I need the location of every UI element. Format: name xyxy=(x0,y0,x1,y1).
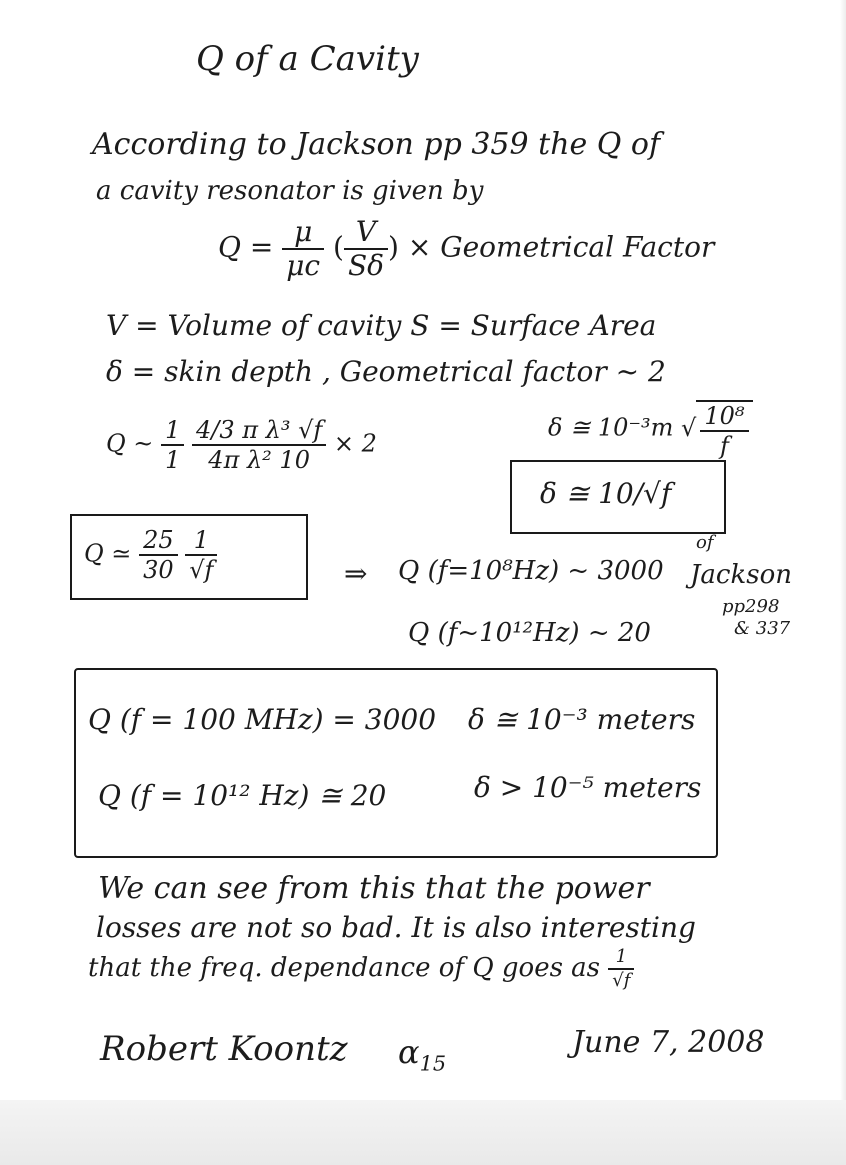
page-title: Q of a Cavity xyxy=(196,39,419,79)
skin-depth-sqrt-num: 10⁸ xyxy=(700,404,748,432)
conclusion-line-2: losses are not so bad. It is also interesting xyxy=(96,911,696,944)
conclusion-line-1: We can see from this that the power xyxy=(98,871,650,906)
signature-mark-sub: 15 xyxy=(419,1051,447,1076)
q-approx-num: 25 xyxy=(139,528,178,556)
conclusion-line-3-text: that the freq. dependance of Q goes as xyxy=(88,953,601,983)
jackson-ref-pages-2: & 337 xyxy=(734,618,791,639)
volume-denominator: Sδ xyxy=(347,249,385,282)
estimate-main-den: 4π λ² 10 xyxy=(208,446,310,474)
q-approx-fraction xyxy=(139,528,178,582)
page-edge-shadow xyxy=(840,0,846,1100)
estimate-main-fraction xyxy=(192,418,326,472)
mu-denominator: μc xyxy=(286,249,321,282)
conclusion-fraction xyxy=(608,948,634,990)
conclusion-frac-den: √f xyxy=(612,970,631,991)
q-approx-den: 30 xyxy=(143,556,174,584)
q-approx-root-num: 1 xyxy=(185,528,217,556)
volume-numerator: V xyxy=(344,218,388,250)
jackson-ref-pages-1: pp298 xyxy=(722,596,780,617)
estimate-unit-num: 1 xyxy=(161,418,184,446)
mu-ratio xyxy=(282,215,324,282)
q-approx-box xyxy=(70,514,308,600)
scan-bottom-shadow xyxy=(0,1100,846,1165)
skin-depth-lhs: δ ≅ 10⁻³m xyxy=(548,413,674,442)
skin-depth-approx xyxy=(548,400,753,458)
skin-depth-sqrt-den: f xyxy=(719,432,729,460)
volume-ratio xyxy=(344,215,388,282)
q-formula-lhs: Q = xyxy=(218,230,274,264)
q-formula: Q = $\frac{\mu}{\mu c}$ ( $\frac{V}{S\delta}$ ) × Geometrical Factor xyxy=(218,215,715,282)
intro-line-2: a cavity resonator is given by xyxy=(96,176,484,206)
intro-line-1: According to Jackson pp 359 the Q of xyxy=(92,127,661,162)
definition-line-1: V = Volume of cavity S = Surface Area xyxy=(106,309,657,342)
q-approx-boxed xyxy=(84,528,217,582)
jackson-ref-name: Jackson xyxy=(690,560,792,590)
skin-depth-sqrt xyxy=(696,400,752,458)
q-formula-tail: × Geometrical Factor xyxy=(407,230,715,264)
skin-depth-box xyxy=(510,460,726,534)
q-estimate xyxy=(106,418,377,472)
signature-name: Robert Koontz xyxy=(100,1029,348,1069)
signature-mark-symbol: α xyxy=(398,1033,420,1071)
estimate-main-num: 4/3 π λ³ √f xyxy=(192,418,326,446)
summary-delta-terahertz: δ > 10⁻⁵ meters xyxy=(474,771,702,804)
conclusion-line-3 xyxy=(88,948,634,990)
estimate-unit-fraction xyxy=(161,418,184,472)
q-approx-lhs: Q ≃ xyxy=(84,539,132,568)
q-estimate-suffix: × 2 xyxy=(333,429,377,458)
summary-box xyxy=(74,668,718,858)
conclusion-frac-num: 1 xyxy=(608,948,634,970)
q-approx-root-den: √f xyxy=(189,556,214,584)
signature-date: June 7, 2008 xyxy=(572,1025,765,1060)
definition-line-2: δ = skin depth , Geometrical factor ~ 2 xyxy=(106,355,666,388)
skin-depth-boxed-text: δ ≅ 10/√f xyxy=(540,477,672,510)
summary-delta-100mhz: δ ≅ 10⁻³ meters xyxy=(468,703,696,736)
jackson-ref-of: of xyxy=(696,532,714,553)
summary-q-terahertz: Q (f = 10¹² Hz) ≅ 20 xyxy=(98,779,387,812)
q-approx-root-fraction xyxy=(185,528,217,582)
sqrt-symbol: √ xyxy=(681,413,697,442)
result-line-2: Q (f~10¹²Hz) ~ 20 xyxy=(408,618,651,648)
result-arrow: ⇒ xyxy=(344,557,368,590)
q-estimate-prefix: Q ~ xyxy=(106,429,154,458)
summary-q-100mhz: Q (f = 100 MHz) = 3000 xyxy=(88,703,437,736)
mu-numerator: μ xyxy=(282,218,324,250)
estimate-unit-den: 1 xyxy=(165,446,181,474)
result-line-1: Q (f=10⁸Hz) ~ 3000 xyxy=(398,556,664,586)
signature-mark xyxy=(398,1033,447,1076)
